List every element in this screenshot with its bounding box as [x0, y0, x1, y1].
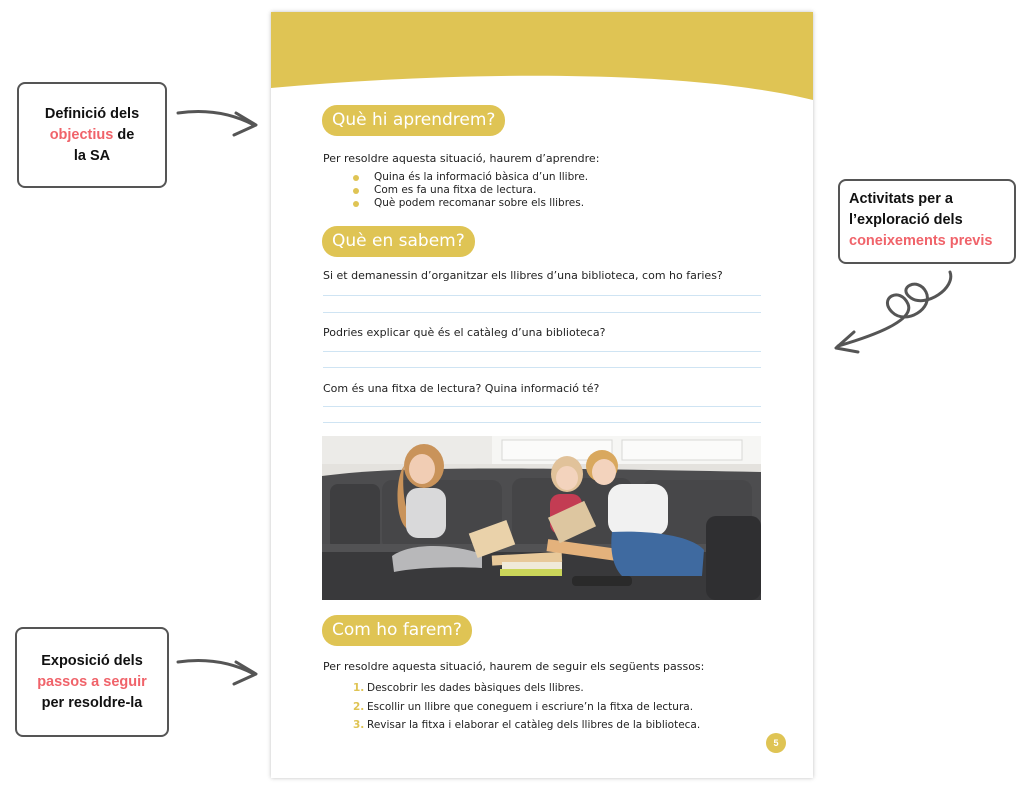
answer-line[interactable]: [323, 406, 761, 407]
question-1: Si et demanessin d’organitzar els llibres d’una biblioteca, com ho faries?: [323, 269, 723, 282]
step-text: Descobrir les dades bàsiques dels llibres.: [367, 682, 584, 694]
bullet-text: Com es fa una fitxa de lectura.: [374, 184, 537, 196]
list-item: [353, 184, 588, 197]
learn-bullet-list: [353, 171, 588, 210]
answer-line[interactable]: [323, 351, 761, 352]
page-header-banner: [271, 12, 813, 102]
question-2: Podries explicar què és el catàleg d’una biblioteca?: [323, 326, 606, 339]
callout-prior-accent: coneixements previs: [849, 233, 993, 249]
answer-line[interactable]: [323, 422, 761, 423]
step-text: Revisar la fitxa i elaborar el catàleg dels llibres de la biblioteca.: [367, 719, 701, 731]
question-3: Com és una fitxa de lectura? Quina informació té?: [323, 382, 600, 395]
callout-objectives-after-accent: de: [113, 127, 135, 143]
bullet-text: Què podem recomanar sobre els llibres.: [374, 197, 585, 209]
callout-steps: [15, 627, 169, 737]
callout-steps-line3: per resoldre-la: [41, 695, 143, 711]
arrow-prior-knowledge-icon: [826, 268, 966, 368]
children-reading-photo: [322, 436, 761, 600]
callout-objectives-line1: Definició dels: [44, 106, 140, 122]
answer-line[interactable]: [323, 312, 761, 313]
document-page: [271, 12, 813, 778]
list-item: [353, 171, 588, 184]
step-number: 2.: [353, 700, 365, 713]
callout-objectives-line2: [19, 125, 165, 146]
step-number: 1.: [353, 682, 365, 694]
callout-steps-accent: passos a seguir: [37, 674, 147, 690]
arrow-steps-icon: [176, 652, 266, 692]
step-number: 3.: [353, 719, 365, 731]
bullet-text: Quina és la informació bàsica d’un llibre.: [374, 171, 589, 183]
callout-steps-line1: Exposició dels: [41, 653, 143, 669]
bullet-dot-icon: [353, 175, 359, 181]
callout-objectives: [17, 82, 167, 188]
callout-prior-line1: Activitats per a: [849, 191, 953, 207]
callout-objectives-line3: la SA: [73, 148, 111, 164]
section-learn-intro: Per resoldre aquesta situació, haurem d’aprendre:: [323, 152, 600, 165]
bullet-dot-icon: [353, 201, 359, 207]
step-text: Escollir un llibre que coneguem i escriure’n la fitxa de lectura.: [367, 700, 694, 713]
list-item: [353, 698, 700, 717]
page-number: 5: [766, 733, 786, 753]
section-heading-how: Com ho farem?: [322, 615, 472, 646]
answer-line[interactable]: [323, 367, 761, 368]
section-how-intro: Per resoldre aquesta situació, haurem de seguir els següents passos:: [323, 660, 705, 673]
section-heading-know: Què en sabem?: [322, 226, 475, 257]
section-heading-learn: Què hi aprendrem?: [322, 105, 505, 136]
steps-list: [353, 679, 700, 735]
list-item: [353, 679, 700, 698]
callout-objectives-accent: objectius: [49, 127, 114, 143]
arrow-objectives-icon: [176, 103, 266, 143]
callout-prior-line2: l’exploració dels: [849, 212, 963, 228]
bullet-dot-icon: [353, 188, 359, 194]
callout-prior-knowledge: [838, 179, 1016, 264]
list-item: [353, 197, 588, 210]
list-item: [353, 716, 700, 735]
answer-line[interactable]: [323, 295, 761, 296]
